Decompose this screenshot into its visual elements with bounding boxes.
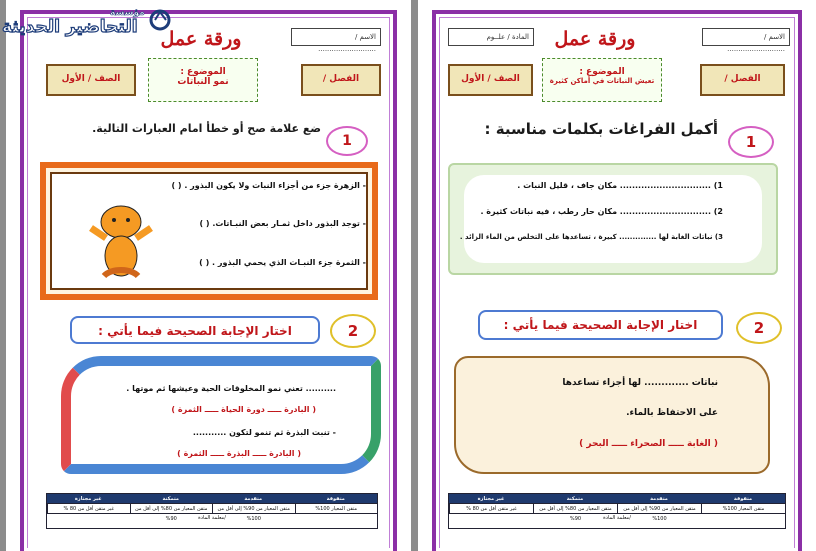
eval-header: غير مجتازة: [477, 495, 505, 502]
topic-value: نمو النباتات: [177, 77, 229, 87]
evaluation-table: [46, 493, 378, 529]
eval-header: متمكنة: [566, 495, 584, 502]
q1-item: 1) .............................. مكان جاف ، قليل النبات .: [517, 181, 723, 190]
eval-cell[interactable]: متقن المعيار من 80% إلى أقل من 90%: [533, 504, 617, 513]
grade-label-box: الصف / الأول: [448, 64, 533, 96]
right-worksheet-page: [418, 0, 816, 551]
eval-header: متمكنة: [162, 495, 179, 502]
teacher-signature: معلمة المادة/: [47, 513, 377, 521]
page-title: ورقة عمل: [554, 28, 636, 50]
logo-title: التحاضير الحديثة: [2, 17, 138, 37]
name-field[interactable]: الاسم / ..........................: [702, 28, 790, 46]
eval-header: متفوقة: [733, 495, 753, 502]
question-heading: اختار الإجابة الصحيحة فيما يأتي :: [478, 310, 723, 340]
teacher-signature: معلمة المادة/: [449, 513, 785, 521]
q2-choices: ( البادرة ـــــ دورة الحياة ـــــ الثمرة ): [171, 405, 316, 414]
question-number-badge: 1: [728, 126, 774, 158]
left-worksheet-page: [6, 0, 411, 551]
publisher-logo: [0, 8, 180, 38]
question-number-badge: 2: [736, 312, 782, 344]
q1-item: 3) نباتات الغابة لها .............. كبيرة ، تساعدها على التخلص من الماء الزائد .: [459, 233, 723, 241]
eval-cell[interactable]: متقن المعيار من 90% إلى أقل من 100%: [212, 504, 295, 513]
topic-value: تعيش النباتات في أماكن كثيرة: [549, 77, 655, 85]
class-label-box: الفصل /: [700, 64, 785, 96]
eval-cell[interactable]: متقن المعيار 100%: [701, 504, 785, 513]
eval-cell[interactable]: غير متقن أقل من 80 %: [47, 504, 130, 513]
topic-label: الموضوع :: [579, 67, 625, 77]
eval-cell[interactable]: متقن المعيار من 80% إلى أقل من 90%: [130, 504, 213, 513]
eval-header: غير مجتازة: [74, 495, 102, 502]
page-title: ورقة عمل: [160, 28, 242, 50]
q2-line: على الاحتفاظ بالماء.: [626, 408, 718, 418]
q2-line: نباتات ............. لها أجزاء تساعدها: [562, 378, 718, 388]
tigger-illustration: [86, 198, 156, 284]
logo-subtitle: مؤسسة: [110, 8, 145, 18]
q1-scroll: [448, 163, 778, 275]
evaluation-table: [448, 493, 786, 529]
topic-label: الموضوع :: [180, 67, 226, 77]
eval-header: متقدمة: [244, 495, 263, 502]
question-number-badge: 2: [330, 314, 376, 348]
question-number-badge: 1: [326, 126, 368, 156]
subject-field: المادة / علــوم: [448, 28, 534, 46]
topic-box: [542, 58, 662, 102]
question-heading: أكمل الفراغات بكلمات مناسبة :: [484, 120, 718, 138]
q1-item: 2) .............................. مكان حار رطب ، فيه نباتات كثيرة .: [480, 207, 723, 216]
q1-item: - الثمرة جزء النبـات الذي يحمي البذور . ( ): [199, 258, 366, 267]
eval-cell[interactable]: متقن المعيار من 90% إلى أقل من 100%: [617, 504, 701, 513]
q2-line: - تنبت البذرة ثم تنمو لتكون ...........: [192, 428, 336, 437]
q2-choices: ( الغابة ـــــ الصحراء ـــــ البحر ): [579, 439, 718, 449]
class-label-box: الفصل /: [301, 64, 381, 96]
topic-box: [148, 58, 258, 102]
eval-header: متقدمة: [650, 495, 668, 502]
q1-item: - الزهرة جزء من أجزاء النبات ولا يكون البذور . ( ): [171, 181, 366, 190]
eval-cell[interactable]: غير متقن أقل من 80 %: [449, 504, 533, 513]
q2-choices: ( البادرة ـــــ البذرة ـــــ الثمرة ): [177, 449, 301, 458]
q2-line: .......... تعني نمو المخلوقات الحية وعيشها ثم موتها .: [126, 384, 336, 393]
question-heading: ضع علامة صح أو خطأ امام العبارات التالية.: [92, 122, 321, 135]
eval-cell[interactable]: متقن المعيار 100%: [295, 504, 378, 513]
q1-item: - توجد البذور داخل ثمـار بعض النبـاتات. ( ): [199, 219, 366, 228]
eval-header: متفوقة: [326, 495, 345, 502]
grade-label-box: الصف / الأول: [46, 64, 136, 96]
name-field[interactable]: الاسم / ..........................: [291, 28, 381, 46]
question-heading: اختار الإجابة الصحيحة فيما يأتي :: [70, 316, 320, 344]
